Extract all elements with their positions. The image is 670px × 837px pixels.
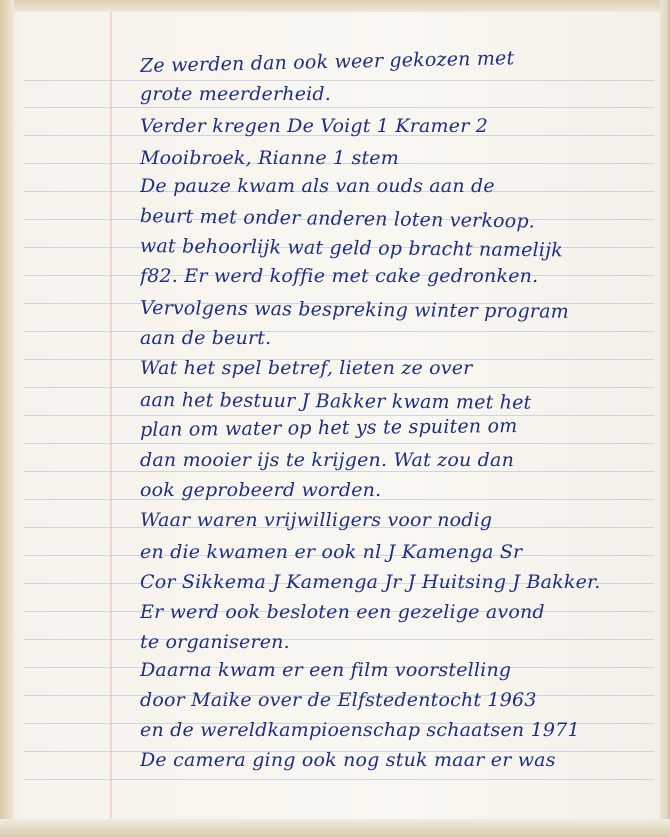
text-line: dan mooier ijs te krijgen. Wat zou dan [140,449,514,471]
text-line: Cor Sikkema J Kamenga Jr J Huitsing J Bakker. [140,571,601,593]
page-bottom-edge [0,819,670,837]
page-top-edge [0,0,670,12]
text-line: aan de beurt. [140,327,272,349]
text-line: f82. Er werd koffie met cake gedronken. [140,265,539,287]
text-line: Waar waren vrijwilligers voor nodig [140,509,493,531]
text-line: te organiseren. [140,631,290,653]
text-line: De camera ging ook nog stuk maar er was [140,749,556,771]
page-binding-edge [0,0,14,837]
text-line: beurt met onder anderen loten verkoop. [139,205,536,233]
text-line: grote meerderheid. [140,83,332,105]
handwritten-text [139,47,660,792]
text-line: door Maike over de Elfstedentocht 1963 [140,689,537,711]
text-line: Wat het spel betref, lieten ze over [140,357,473,379]
text-line: De pauze kwam als van ouds aan de [140,175,495,197]
text-line: Daarna kwam er een film voorstelling [140,659,512,681]
text-line: Verder kregen De Voigt 1 Kramer 2 [140,115,489,137]
text-line: wat behoorlijk wat geld op bracht namelijk [139,235,564,262]
text-line: plan om water op het ys te spuiten om [139,415,518,441]
text-line: ook geprobeerd worden. [140,479,382,501]
text-line: Vervolgens was bespreking winter program [139,297,569,323]
text-line: en de wereldkampioenschap schaatsen 1971 [140,719,580,741]
text-line: aan het bestuur J Bakker kwam met het [139,389,532,414]
text-line: en die kwamen er ook nl J Kamenga Sr [140,541,523,563]
text-line: Er werd ook besloten een gezelige avond [140,601,545,623]
text-line: Mooibroek, Rianne 1 stem [140,147,399,169]
text-line: Ze werden dan ook weer gekozen met [139,47,515,77]
page-right-edge [660,0,670,837]
